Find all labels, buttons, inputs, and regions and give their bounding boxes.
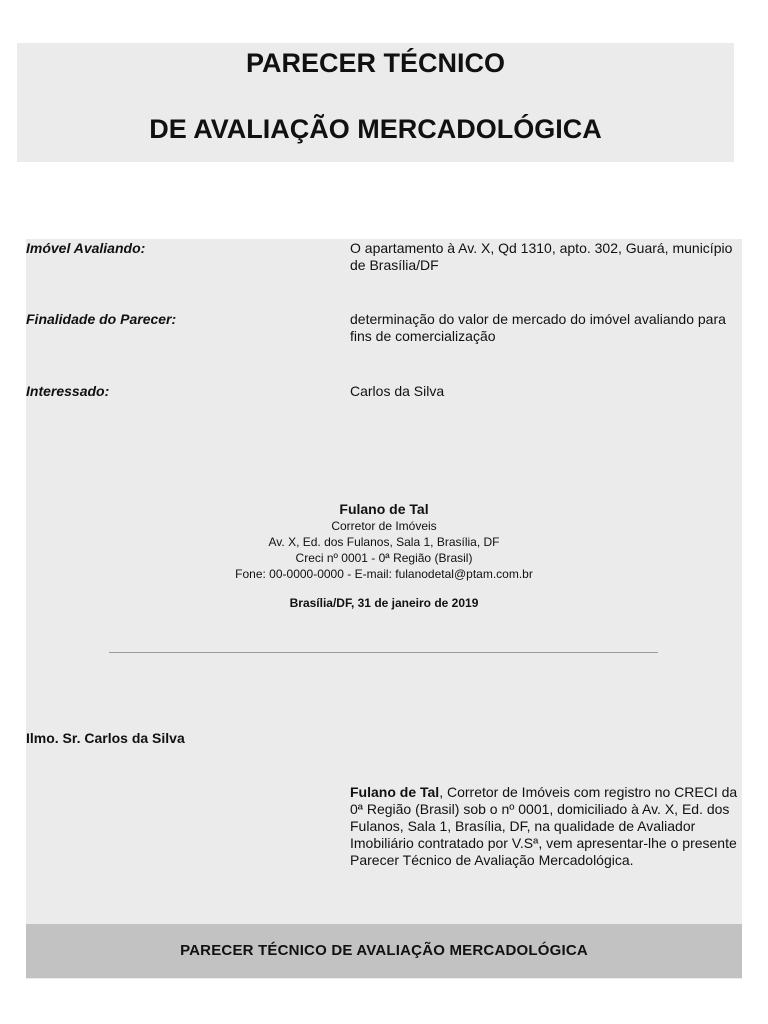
field-value-interessado: Carlos da Silva — [350, 383, 445, 399]
footer-title-band: PARECER TÉCNICO DE AVALIAÇÃO MERCADOLÓGICA — [26, 924, 742, 978]
signature-address: Av. X, Ed. dos Fulanos, Sala 1, Brasília, DF — [268, 535, 500, 549]
document-title-block — [17, 43, 734, 162]
document-body — [26, 239, 742, 979]
letter-salutation: Ilmo. Sr. Carlos da Silva — [26, 730, 185, 746]
field-label-imovel: Imóvel Avaliando: — [26, 240, 146, 256]
signature-role: Corretor de Imóveis — [331, 519, 437, 533]
intro-name: Fulano de Tal — [350, 784, 440, 800]
title-line-1: PARECER TÉCNICO — [245, 48, 506, 78]
field-value-imovel: O apartamento à Av. X, Qd 1310, apto. 302, Guará, município de Brasília/DF — [350, 240, 733, 273]
field-value-finalidade: determinação do valor de mercado do imóvel avaliando para fins de comercialização — [350, 311, 726, 344]
signature-name: Fulano de Tal — [339, 501, 429, 517]
signature-contact: Fone: 00-0000-0000 - E-mail: fulanodetal@ptam.com.br — [235, 567, 533, 581]
title-line-2: DE AVALIAÇÃO MERCADOLÓGICA — [149, 114, 602, 144]
section-divider — [109, 652, 658, 653]
field-label-interessado: Interessado: — [26, 383, 110, 399]
signature-block — [26, 501, 742, 610]
signature-creci: Creci nº 0001 - 0ª Região (Brasil) — [295, 551, 473, 565]
letter-intro-paragraph — [350, 784, 740, 869]
field-label-finalidade: Finalidade do Parecer: — [26, 311, 177, 327]
signature-date: Brasília/DF, 31 de janeiro de 2019 — [289, 596, 479, 610]
intro-text: , Corretor de Imóveis com registro no CRECI da 0ª Região (Brasil) sob o nº 0001, domiciliado à Av. X, Ed. dos Fulanos, Sala 1, Brasília, DF, na qualidade de Avaliador Imobiliário contratado por V.Sª, vem apresentar-lhe o presente Parecer Técnico de Avaliação Mercadológica. — [350, 784, 738, 868]
